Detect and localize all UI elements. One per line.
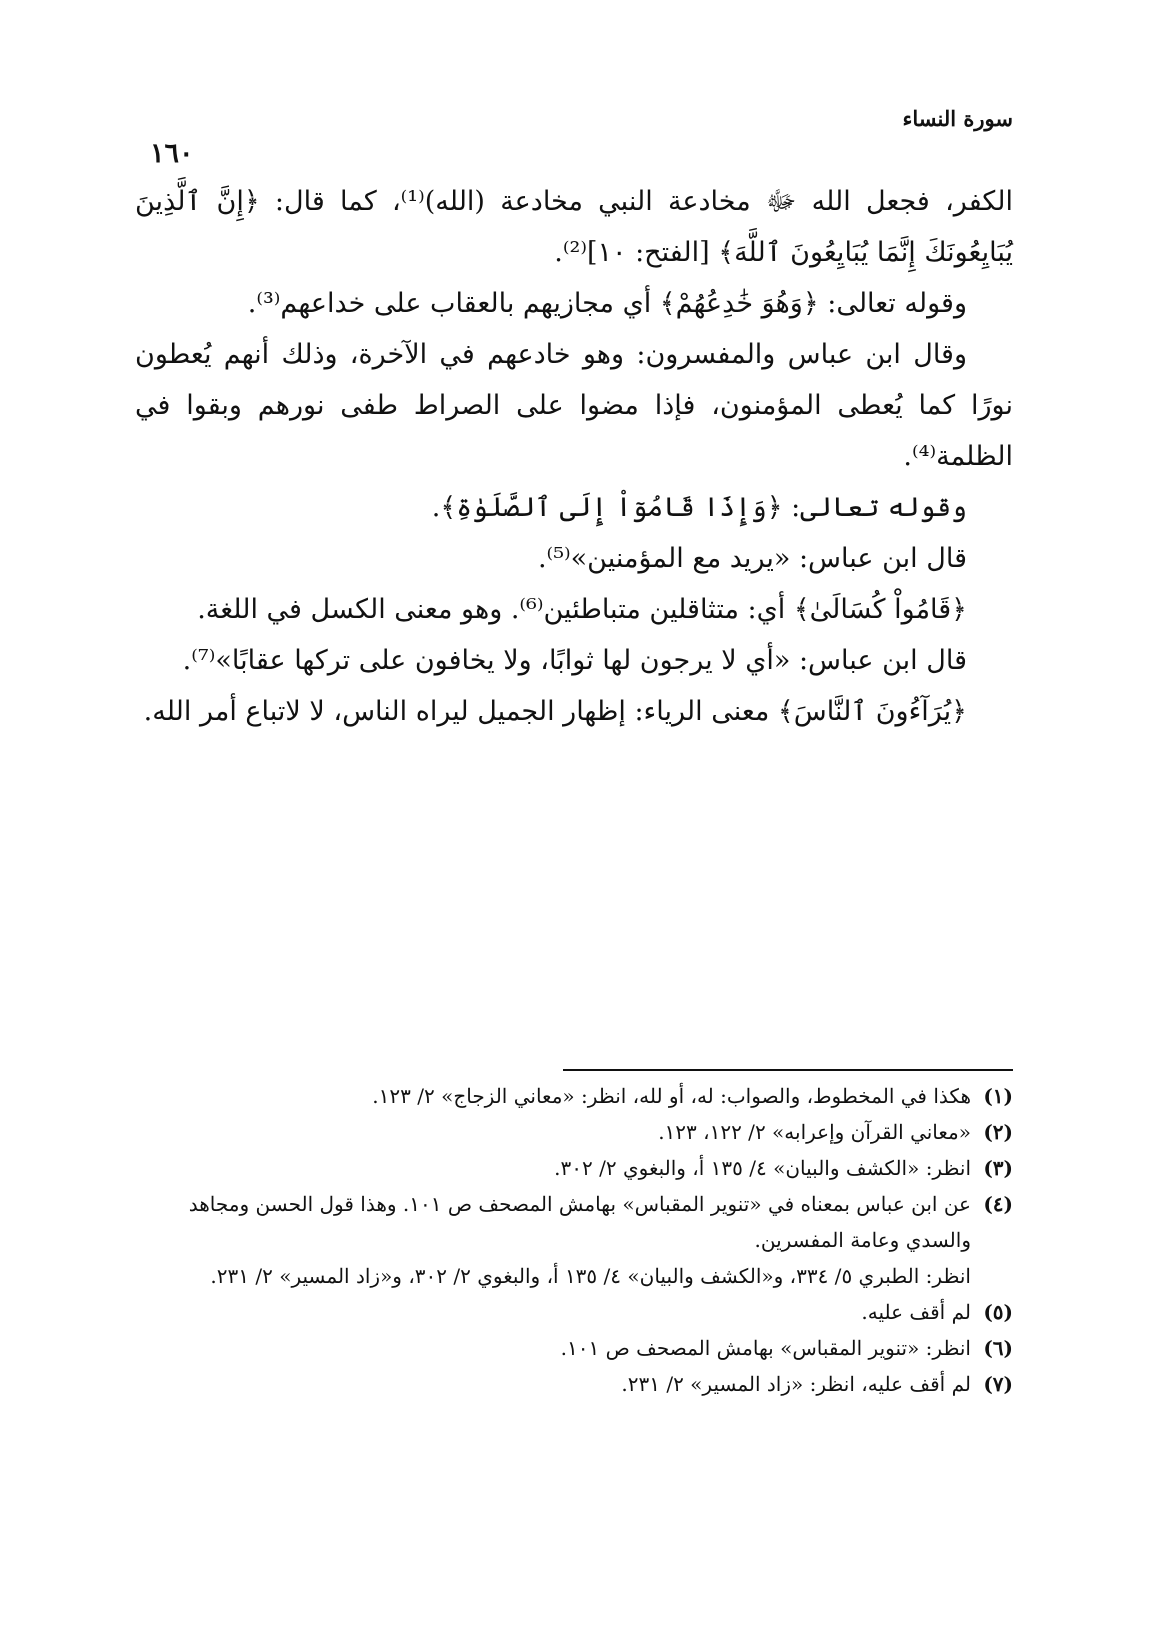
- footnote-text: عن ابن عباس بمعناه في «تنوير المقباس» بهامش المصحف ص ١٠١. وهذا قول الحسن ومجاهد والسدي وعامة المفسرين.: [188, 1192, 971, 1252]
- footnote-number: (٢): [983, 1120, 1013, 1144]
- footnote: [135, 1114, 1013, 1150]
- surah-title: سورة النساء: [902, 106, 1013, 131]
- footnote-text: لم أقف عليه، انظر: «زاد المسير» ٢/ ٢٣١.: [621, 1372, 971, 1396]
- page-header: [150, 100, 1013, 169]
- footnote-text: انظر: «الكشف والبيان» ٤/ ١٣٥ أ، والبغوي ٢/ ٣٠٢.: [554, 1156, 971, 1180]
- footnote: [135, 1150, 1013, 1186]
- footnote-number: (٧): [983, 1372, 1013, 1396]
- footnote: [135, 1186, 1013, 1294]
- paragraph: قال ابن عباس: «يريد مع المؤمنين»⁽⁵⁾.: [537, 543, 967, 574]
- footnote-text: «معاني القرآن وإعرابه» ٢/ ١٢٢، ١٢٣.: [658, 1120, 971, 1144]
- footnote-number: (٦): [983, 1336, 1013, 1360]
- footnote-number: (٤): [983, 1192, 1013, 1216]
- footnote-number: (١): [983, 1084, 1013, 1108]
- paragraph: ﴿يُرَآءُونَ ٱلنَّاسَ﴾ معنى الرياء: إظهار الجميل ليراه الناس، لا لاتباع أمر الله.: [143, 696, 967, 727]
- footnote-text: انظر: «تنوير المقباس» بهامش المصحف ص ١٠١.: [560, 1336, 971, 1360]
- footnote-divider: [563, 1069, 1013, 1071]
- footnote-number: (٣): [983, 1156, 1013, 1180]
- footnote: [135, 1330, 1013, 1366]
- footnote: [135, 1366, 1013, 1402]
- paragraph: ﴿قَامُواْ كُسَالَىٰ﴾ أي: متثاقلين متباطئين⁽⁶⁾. وهو معنى الكسل في اللغة.: [197, 594, 967, 625]
- page-number: ١٦٠: [150, 138, 194, 169]
- footnotes: [135, 1078, 1013, 1402]
- footnote-text: هكذا في المخطوط، والصواب: له، أو لله، انظر: «معاني الزجاج» ٢/ ١٢٣.: [372, 1084, 971, 1108]
- paragraph: وقوله تعالى: ﴿وَإِذَا قَامُوٓاْ إِلَى ٱلصَّلَوٰةِ﴾.: [431, 492, 967, 523]
- paragraph: قال ابن عباس: «أي لا يرجون لها ثوابًا، ولا يخافون على تركها عقابًا»⁽⁷⁾.: [182, 645, 967, 676]
- paragraph: وقوله تعالى: ﴿وَهُوَ خَٰدِعُهُمْ﴾ أي مجازيهم بالعقاب على خداعهم⁽³⁾.: [247, 288, 967, 319]
- footnote: [135, 1294, 1013, 1330]
- paragraph: الكفر، فجعل الله ﷻ مخادعة النبي مخادعة (الله)⁽¹⁾، كما قال: ﴿إِنَّ ٱلَّذِينَ يُبَايِعُونَكَ إِنَّمَا يُبَايِعُونَ ٱللَّهَ﴾ [الفتح: ١٠]⁽²⁾.: [135, 186, 1013, 268]
- main-text: [135, 176, 1013, 737]
- footnote: [135, 1078, 1013, 1114]
- paragraph: وقال ابن عباس والمفسرون: وهو خادعهم في الآخرة، وذلك أنهم يُعطون نورًا كما يُعطى المؤمنون، فإذا مضوا على الصراط طفى نورهم وبقوا في الظلمة⁽⁴⁾.: [135, 339, 1013, 472]
- footnote-text: انظر: الطبري ٥/ ٣٣٤، و«الكشف والبيان» ٤/ ١٣٥ أ، والبغوي ٢/ ٣٠٢، و«زاد المسير» ٢/ ٢٣١.: [210, 1264, 971, 1288]
- footnote-text: لم أقف عليه.: [861, 1300, 971, 1324]
- footnote-number: (٥): [983, 1300, 1013, 1324]
